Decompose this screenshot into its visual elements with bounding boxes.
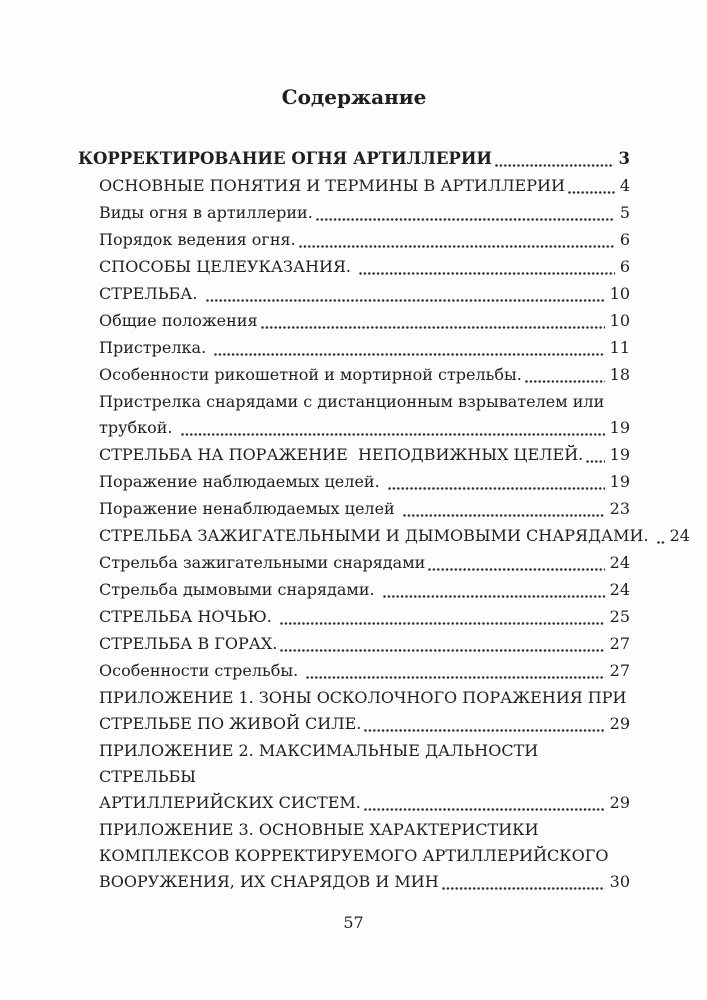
toc-entry-row xyxy=(99,631,630,657)
toc-entry-page: 5 xyxy=(619,203,630,222)
dot-leader xyxy=(442,887,605,890)
toc-entry-title: СТРЕЛЬБА. xyxy=(99,284,203,303)
dot-leader xyxy=(181,433,605,436)
toc-entry-page: 27 xyxy=(609,634,630,653)
toc-entry-title: СПОСОБЫ ЦЕЛЕУКАЗАНИЯ. xyxy=(99,257,357,276)
toc-entry-page: 6 xyxy=(619,257,630,276)
toc-entry-page: 29 xyxy=(609,793,630,812)
toc-entry-row xyxy=(99,308,630,334)
dot-leader xyxy=(261,326,605,329)
toc-entry xyxy=(78,173,630,199)
toc-entry-page: 11 xyxy=(609,338,630,357)
toc-entry-page: 29 xyxy=(609,714,630,733)
toc-entry-page: 24 xyxy=(669,526,690,545)
toc-entry-title: СТРЕЛЬБА В ГОРАХ. xyxy=(99,634,278,653)
toc-entry xyxy=(78,658,630,684)
toc-entry-row xyxy=(99,869,630,895)
table-of-contents xyxy=(78,146,690,895)
toc-entry-title: Стрельба дымовыми снарядами. xyxy=(99,580,380,599)
toc-entry-page: 30 xyxy=(609,872,630,891)
toc-entry-row xyxy=(99,173,630,199)
toc-entry xyxy=(78,308,630,334)
toc-entry xyxy=(78,817,630,895)
toc-entry-row xyxy=(99,442,630,468)
toc-entry-title: СТРЕЛЬБА НОЧЬЮ. xyxy=(99,607,277,626)
toc-entry-page: 6 xyxy=(619,230,630,249)
toc-entry xyxy=(78,281,630,307)
dot-leader xyxy=(214,353,604,356)
toc-entry xyxy=(78,227,630,253)
toc-entry-row xyxy=(99,227,630,253)
toc-entry-title: СТРЕЛЬБА ЗАЖИГАТЕЛЬНЫМИ И ДЫМОВЫМИ СНАРЯДАМИ. xyxy=(99,526,654,545)
toc-entry-title: трубкой. xyxy=(99,418,178,437)
toc-entry-row xyxy=(99,658,630,684)
toc-entry-page: 10 xyxy=(609,311,630,330)
toc-entry-title: Общие положения xyxy=(99,311,258,330)
dot-leader xyxy=(280,622,605,625)
toc-entry xyxy=(78,523,690,549)
toc-entry-line: ПРИЛОЖЕНИЕ 1. ЗОНЫ ОСКОЛОЧНОГО ПОРАЖЕНИЯ ПРИ xyxy=(99,688,627,707)
toc-entry xyxy=(78,200,630,226)
toc-entry xyxy=(78,685,630,737)
toc-entry-row xyxy=(99,281,630,307)
toc-entry-row xyxy=(99,335,630,361)
toc-entry xyxy=(78,469,630,495)
toc-entry-title: ОСНОВНЫЕ ПОНЯТИЯ И ТЕРМИНЫ В АРТИЛЛЕРИИ xyxy=(99,176,565,195)
toc-entry-page: 3 xyxy=(618,149,630,168)
footer-page-number: 57 xyxy=(343,913,364,932)
toc-entry-title: ВООРУЖЕНИЯ, ИХ СНАРЯДОВ И МИН xyxy=(99,872,439,891)
dot-leader xyxy=(359,272,615,275)
toc-entry-row xyxy=(99,469,630,495)
toc-entry xyxy=(78,442,630,468)
toc-entry-row xyxy=(99,254,630,280)
toc-entry-page: 4 xyxy=(619,176,630,195)
toc-entry xyxy=(78,362,630,388)
toc-entry-title: Пристрелка. xyxy=(99,338,212,357)
toc-entry-page: 24 xyxy=(609,553,630,572)
toc-entry-row xyxy=(99,711,630,737)
toc-entry-title: Особенности стрельбы. xyxy=(99,661,304,680)
toc-entry-row xyxy=(99,415,630,441)
toc-entry-title: КОРРЕКТИРОВАНИЕ ОГНЯ АРТИЛЛЕРИИ xyxy=(78,149,493,168)
dot-leader xyxy=(388,487,605,490)
toc-entry-title: Стрельба зажигательными снарядами xyxy=(99,553,426,572)
dot-leader xyxy=(657,541,665,544)
toc-entry-row xyxy=(99,550,630,576)
toc-entry xyxy=(78,496,630,522)
toc-entry-line: ПРИЛОЖЕНИЕ 3. ОСНОВНЫЕ ХАРАКТЕРИСТИКИ xyxy=(99,820,539,839)
toc-entry xyxy=(78,335,630,361)
dot-leader xyxy=(428,568,604,571)
toc-entry-page: 23 xyxy=(609,499,630,518)
toc-entry-page: 18 xyxy=(609,365,630,384)
toc-entry xyxy=(78,631,630,657)
page-title: Содержание xyxy=(281,85,427,109)
toc-entry xyxy=(78,738,630,816)
toc-entry-page: 24 xyxy=(609,580,630,599)
toc-entry-page: 19 xyxy=(609,418,630,437)
toc-entry-title: Порядок ведения огня. xyxy=(99,230,296,249)
toc-entry-page: 27 xyxy=(609,661,630,680)
toc-entry-page: 19 xyxy=(609,445,630,464)
toc-entry-row xyxy=(99,496,630,522)
toc-entry-row xyxy=(99,604,630,630)
dot-leader xyxy=(316,218,615,221)
toc-entry-page: 19 xyxy=(609,472,630,491)
toc-entry xyxy=(78,604,630,630)
toc-entry-page: 10 xyxy=(609,284,630,303)
dot-leader xyxy=(364,729,604,732)
toc-entry xyxy=(78,254,630,280)
dot-leader xyxy=(568,191,615,194)
dot-leader xyxy=(525,380,605,383)
toc-entry-row xyxy=(99,523,690,549)
toc-entry-row xyxy=(99,790,630,816)
toc-entry-title: СТРЕЛЬБА НА ПОРАЖЕНИЕ НЕПОДВИЖНЫХ ЦЕЛЕЙ. xyxy=(99,445,584,464)
toc-entry-title: СТРЕЛЬБЕ ПО ЖИВОЙ СИЛЕ. xyxy=(99,714,362,733)
dot-leader xyxy=(586,460,604,463)
toc-entry-title: Поражение ненаблюдаемых целей xyxy=(99,499,400,518)
toc-entry-line: ПРИЛОЖЕНИЕ 2. МАКСИМАЛЬНЫЕ ДАЛЬНОСТИ СТРЕЛЬБЫ xyxy=(99,741,544,786)
dot-leader xyxy=(383,595,605,598)
toc-entry-line: КОМПЛЕКСОВ КОРРЕКТИРУЕМОГО АРТИЛЛЕРИЙСКОГО xyxy=(99,846,609,865)
dot-leader xyxy=(206,299,605,302)
toc-entry-row xyxy=(99,577,630,603)
dot-leader xyxy=(306,676,604,679)
toc-entry-page: 25 xyxy=(609,607,630,626)
toc-entry-line: Пристрелка снарядами с дистанционным взрывателем или xyxy=(99,392,605,411)
toc-entry-row xyxy=(78,146,630,172)
toc-entry-title: Поражение наблюдаемых целей. xyxy=(99,472,385,491)
toc-entry xyxy=(78,389,630,441)
dot-leader xyxy=(280,649,604,652)
dot-leader xyxy=(403,514,605,517)
toc-entry-row xyxy=(99,362,630,388)
toc-entry xyxy=(78,577,630,603)
dot-leader xyxy=(364,808,605,811)
toc-entry-title: АРТИЛЛЕРИЙСКИХ СИСТЕМ. xyxy=(99,793,361,812)
toc-entry-title: Виды огня в артиллерии. xyxy=(99,203,313,222)
toc-entry xyxy=(78,550,630,576)
toc-entry xyxy=(78,146,630,172)
dot-leader xyxy=(299,245,615,248)
dot-leader xyxy=(495,164,613,167)
toc-entry-row xyxy=(99,200,630,226)
toc-entry-title: Особенности рикошетной и мортирной стрельбы. xyxy=(99,365,522,384)
